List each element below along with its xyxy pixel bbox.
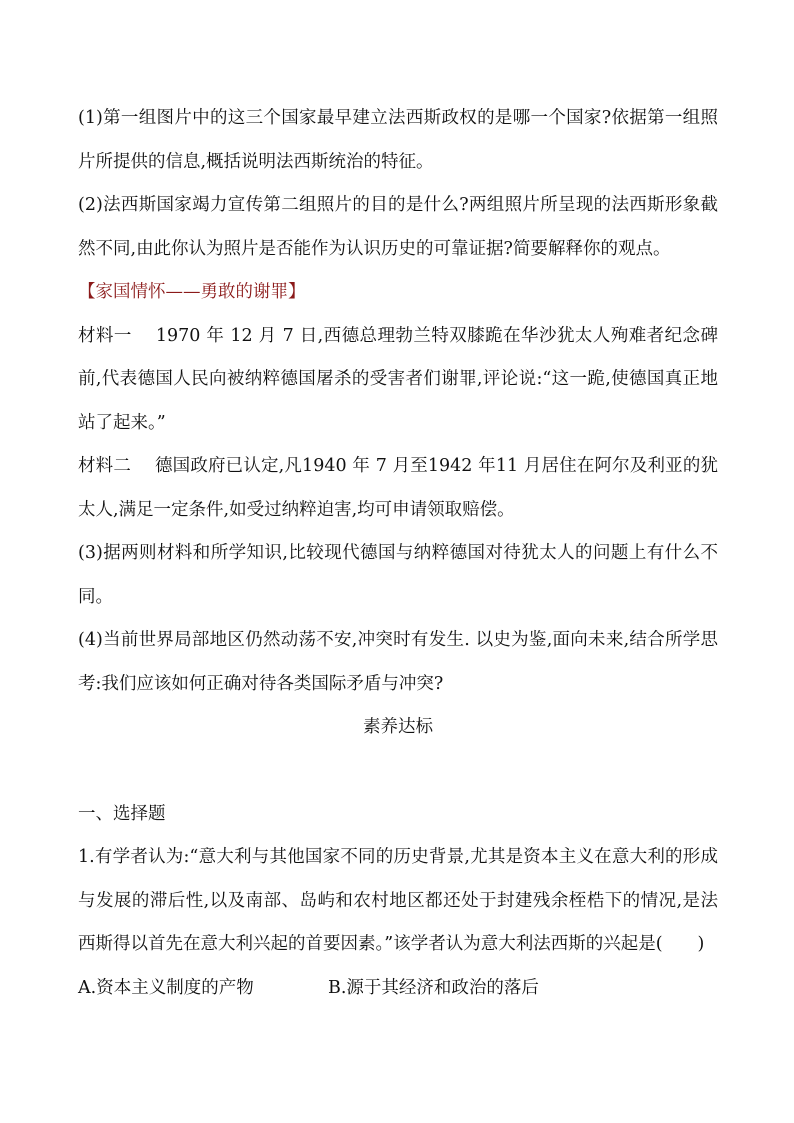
question-2: (2)法西斯国家竭力宣传第二组照片的目的是什么?两组照片所呈现的法西斯形象截然不同,由此你认为照片是否能作为认识历史的可靠证据?简要解释你的观点。 [78,195,718,259]
material-1-label: 材料一 [78,325,132,346]
option-a: A.资本主义制度的产物 [78,977,254,998]
page-content [78,97,718,1010]
material-2 [78,445,718,532]
material-1 [78,315,718,446]
material-2-label: 材料二 [78,456,131,476]
question-1: (1)第一组图片中的这三个国家最早建立法西斯政权的是哪一个国家?依据第一组照片所提供的信息,概括说明法西斯统治的特征。 [78,108,718,172]
question-4: (4)当前世界局部地区仍然动荡不安,冲突时有发生. 以史为鉴,面向未来,结合所学思考:我们应该如何正确对待各类国际矛盾与冲突? [78,630,718,694]
question-3: (3)据两则材料和所学知识,比较现代德国与纳粹德国对待犹太人的问题上有什么不同。 [78,543,718,607]
choice-options [78,967,718,1011]
material-2-text: 德国政府已认定,凡1940 年 7 月至1942 年11 月居住在阿尔及利亚的犹太人,满足一定条件,如受过纳粹迫害,均可申请领取赔偿。 [78,456,718,520]
suyang-title: 素养达标 [363,717,433,737]
part-heading: 一、选择题 [78,803,166,824]
spacer [78,750,718,793]
material-1-text: 1970 年 12 月 7 日,西德总理勃兰特双膝跪在华沙犹太人殉难者纪念碑前,代表德国人民向被纳粹德国屠杀的受害者们谢罪,评论说:“这一跪,使德国真正地站了起来。” [78,325,718,433]
section-title: 【家国情怀——勇敢的谢罪】 [78,282,306,302]
choice-question-1: 1.有学者认为:“意大利与其他国家不同的历史背景,尤其是资本主义在意大利的形成与发展的滞后性,以及南部、岛屿和农村地区都还处于封建残余桎梏下的情况,是法西斯得以首先在意大利兴起的首要因素。”该学者认为意大利法西斯的兴起是( ) [78,847,718,954]
option-b: B.源于其经济和政治的落后 [328,977,539,998]
